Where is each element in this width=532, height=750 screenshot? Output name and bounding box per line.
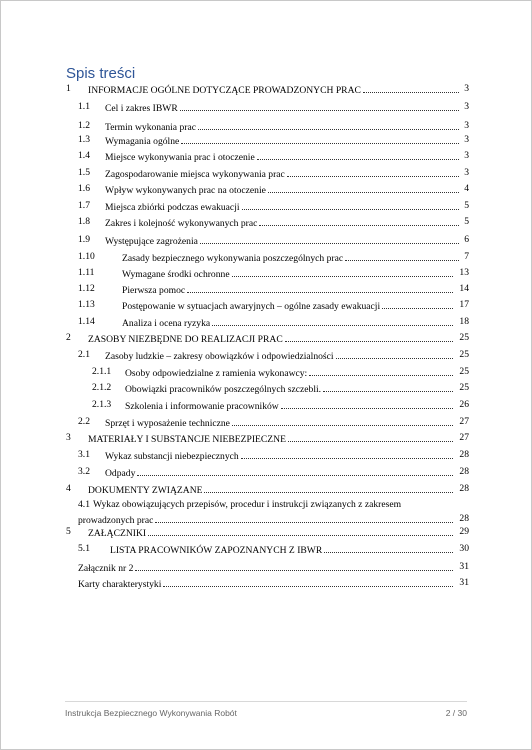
toc-entry-text: Wpływ wykonywanych prac na otoczenie: [105, 185, 266, 196]
toc-entry-text: Załącznik nr 2: [78, 563, 134, 574]
toc-leader-dots: [285, 330, 453, 342]
toc-entry-page: 29: [459, 526, 469, 537]
toc-entry[interactable]: [1, 464, 532, 480]
toc-entry-page: 31: [459, 561, 469, 572]
toc-entry-text: Zakres i kolejność wykonywanych prac: [105, 218, 258, 229]
toc-entry-page: 4: [464, 183, 469, 194]
toc-leader-dots: [137, 464, 453, 476]
toc-entry-page: 28: [459, 449, 469, 460]
toc-entry-page: 25: [459, 332, 469, 343]
toc-entry-number: 1: [66, 83, 71, 94]
toc-entry[interactable]: [1, 148, 532, 164]
toc-leader-dots: [259, 214, 459, 226]
toc-entry[interactable]: [1, 181, 532, 197]
toc-entry-number: 1.11: [78, 267, 95, 278]
toc-entry-page: 25: [459, 382, 469, 393]
toc-entry-text: Analiza i ocena ryzyka: [122, 318, 211, 329]
toc-entry[interactable]: [1, 281, 532, 297]
toc-entry-number: 1.4: [78, 150, 90, 161]
toc-leader-dots: [345, 249, 459, 261]
toc-entry-page: 28: [459, 483, 469, 494]
toc-entry-page: 27: [459, 432, 469, 443]
toc-entry-text: Zagospodarowanie miejsca wykonywania prac: [105, 169, 285, 180]
toc-leader-dots: [336, 347, 453, 359]
toc-entry-page: 14: [459, 283, 469, 294]
toc-entry-number: 1.10: [78, 251, 95, 262]
toc-leader-dots: [309, 364, 453, 376]
toc-leader-dots: [281, 397, 453, 409]
toc-entry-page: 3: [464, 150, 469, 161]
toc-leader-dots: [187, 281, 453, 293]
toc-entry-text: ZAŁĄCZNIKI: [88, 528, 147, 539]
toc-entry-text: Osoby odpowiedzialne z ramienia wykonawcy:: [125, 368, 308, 379]
toc-leader-dots: [204, 481, 453, 493]
toc-entry[interactable]: [1, 364, 532, 380]
toc-entry-number: 5: [66, 526, 71, 537]
toc-entry-page: 3: [464, 120, 469, 131]
toc-entry-number: 2: [66, 332, 71, 343]
toc-entry-text: Miejsca zbiórki podczas ewakuacji: [105, 202, 240, 213]
toc-entry-page: 5: [464, 216, 469, 227]
toc-entry-page: 31: [459, 577, 469, 588]
toc-entry-page: 25: [459, 366, 469, 377]
toc-leader-dots: [257, 148, 459, 160]
toc-entry[interactable]: [1, 297, 532, 313]
toc-entry[interactable]: [1, 414, 532, 430]
toc-entry-text: Wykaz substancji niebezpiecznych: [105, 451, 239, 462]
toc-entry-text: Karty charakterystyki: [78, 579, 162, 590]
toc-entry[interactable]: [1, 524, 532, 540]
toc-entry-text: Cel i zakres IBWR: [105, 103, 178, 114]
toc-entry-text: Postępowanie w sytuacjach awaryjnych – ogólne zasady ewakuacji: [122, 301, 381, 312]
toc-leader-dots: [288, 430, 453, 442]
toc-entry-text: Szkolenia i informowanie pracowników: [125, 401, 279, 412]
toc-entry-text: INFORMACJE OGÓLNE DOTYCZĄCE PROWADZONYCH PRAC: [88, 85, 361, 96]
toc-entry[interactable]: [1, 541, 532, 557]
toc-entry-number: 2.1.1: [92, 366, 112, 377]
toc-entry-text-continued: prowadzonych prac: [78, 515, 154, 526]
toc-entry-number: 1.3: [78, 134, 90, 145]
toc-entry-number: 2.1: [78, 349, 90, 360]
toc-leader-dots: [200, 232, 459, 244]
toc-entry-number: 1.5: [78, 167, 90, 178]
toc-entry[interactable]: [1, 214, 532, 230]
toc-entry-number: 1.12: [78, 283, 95, 294]
toc-entry-number: 1.8: [78, 216, 90, 227]
toc-leader-dots: [268, 181, 459, 193]
toc-entry-text: Zasoby ludzkie – zakresy obowiązków i odpowiedzialności: [105, 351, 334, 362]
toc-entry-text: Wykaz obowiązujących przepisów, procedur i instrukcji związanych z zakresem: [93, 499, 402, 510]
toc-leader-dots: [155, 511, 453, 523]
toc-entry[interactable]: [1, 165, 532, 181]
toc-entry-number: 5.1: [78, 543, 90, 554]
toc-entry-number: 1.9: [78, 234, 90, 245]
toc-entry-number: 3.1: [78, 449, 90, 460]
toc-entry-number: 2.1.2: [92, 382, 112, 393]
toc-entry-text: Sprzęt i wyposażenie techniczne: [105, 418, 230, 429]
toc-leader-dots: [324, 541, 453, 553]
toc-entry-page: 27: [459, 416, 469, 427]
toc-entry-text: DOKUMENTY ZWIĄZANE: [88, 485, 203, 496]
toc-leader-dots: [232, 414, 453, 426]
toc-entry-number: 1.1: [78, 101, 90, 112]
toc-entry[interactable]: [1, 497, 532, 526]
toc-leader-dots: [363, 81, 459, 93]
toc-leader-dots: [148, 524, 453, 536]
toc-entry[interactable]: [1, 447, 532, 463]
toc-entry[interactable]: [1, 575, 532, 591]
toc-entry-page: 25: [459, 349, 469, 360]
toc-leader-dots: [180, 99, 459, 111]
toc-entry-text: Miejsce wykonywania prac i otoczenie: [105, 152, 255, 163]
toc-entry-number: 3.2: [78, 466, 90, 477]
toc-entry[interactable]: [1, 397, 532, 413]
toc-entry-text: Wymagania ogólne: [105, 136, 180, 147]
toc-entry-page: 26: [459, 399, 469, 410]
toc-entry[interactable]: [1, 198, 532, 214]
toc-leader-dots: [287, 165, 459, 177]
toc-entry-page: 3: [464, 83, 469, 94]
table-of-contents: [1, 81, 532, 601]
toc-leader-dots: [242, 198, 459, 210]
footer-document-title: Instrukcja Bezpiecznego Wykonywania Robót: [65, 708, 237, 718]
footer-page-number: 2 / 30: [445, 708, 467, 718]
toc-leader-dots: [212, 314, 453, 326]
toc-entry-number: 3: [66, 432, 71, 443]
toc-entry-number: 4: [66, 483, 71, 494]
toc-entry-text: Wymagane środki ochronne: [122, 269, 230, 280]
toc-entry-page: 18: [459, 316, 469, 327]
toc-entry-page: 30: [459, 543, 469, 554]
toc-entry-text: Zasady bezpiecznego wykonywania poszczególnych prac: [122, 253, 344, 264]
toc-leader-dots: [232, 265, 453, 277]
toc-entry[interactable]: [1, 249, 532, 265]
toc-entry-number: 1.13: [78, 299, 95, 310]
toc-entry-number: 1.7: [78, 200, 90, 211]
toc-entry-number: 1.14: [78, 316, 95, 327]
toc-entry-page: 3: [464, 167, 469, 178]
toc-entry-text: Termin wykonania prac: [105, 122, 196, 133]
toc-leader-dots: [241, 447, 453, 459]
toc-entry-page: 28: [459, 513, 469, 524]
toc-leader-dots: [135, 559, 453, 571]
toc-entry[interactable]: [1, 559, 532, 575]
toc-entry[interactable]: [1, 232, 532, 248]
toc-leader-dots: [163, 575, 453, 587]
toc-entry[interactable]: [1, 81, 532, 97]
toc-leader-dots: [382, 297, 453, 309]
toc-leader-dots: [323, 380, 453, 392]
toc-entry-page: 5: [464, 200, 469, 211]
toc-entry-page: 3: [464, 101, 469, 112]
toc-entry-page: 13: [459, 267, 469, 278]
toc-entry-page: 6: [464, 234, 469, 245]
toc-title: Spis treści: [66, 65, 136, 82]
toc-entry-number: 1.2: [78, 120, 90, 131]
toc-entry-number: 4.1: [78, 499, 90, 510]
toc-entry-number: 2.2: [78, 416, 90, 427]
toc-entry-text: MATERIAŁY I SUBSTANCJE NIEBEZPIECZNE: [88, 434, 286, 445]
toc-entry[interactable]: [1, 265, 532, 281]
toc-entry-page: 17: [459, 299, 469, 310]
toc-entry[interactable]: [1, 330, 532, 346]
toc-leader-dots: [181, 132, 459, 144]
toc-entry-number: 1.6: [78, 183, 90, 194]
toc-entry[interactable]: [1, 99, 532, 115]
toc-entry-page: 28: [459, 466, 469, 477]
footer-divider: [65, 701, 467, 702]
toc-entry[interactable]: [1, 380, 532, 396]
toc-entry-page: 7: [464, 251, 469, 262]
toc-entry[interactable]: [1, 132, 532, 148]
toc-entry-text: Odpady: [105, 468, 136, 479]
toc-entry-text: Obowiązki pracowników poszczególnych szczebli.: [125, 384, 322, 395]
toc-entry-text: Pierwsza pomoc: [122, 285, 186, 296]
toc-entry[interactable]: [1, 481, 532, 497]
toc-entry[interactable]: [1, 430, 532, 446]
toc-entry-text: Występujące zagrożenia: [105, 236, 198, 247]
toc-entry-text: ZASOBY NIEZBĘDNE DO REALIZACJI PRAC: [88, 334, 283, 345]
toc-entry[interactable]: [1, 314, 532, 330]
toc-entry-number: 2.1.3: [92, 399, 112, 410]
toc-entry[interactable]: [1, 347, 532, 363]
toc-entry-text: LISTA PRACOWNIKÓW ZAPOZNANYCH Z IBWR: [110, 545, 323, 556]
toc-entry-page: 3: [464, 134, 469, 145]
toc-leader-dots: [198, 118, 459, 130]
